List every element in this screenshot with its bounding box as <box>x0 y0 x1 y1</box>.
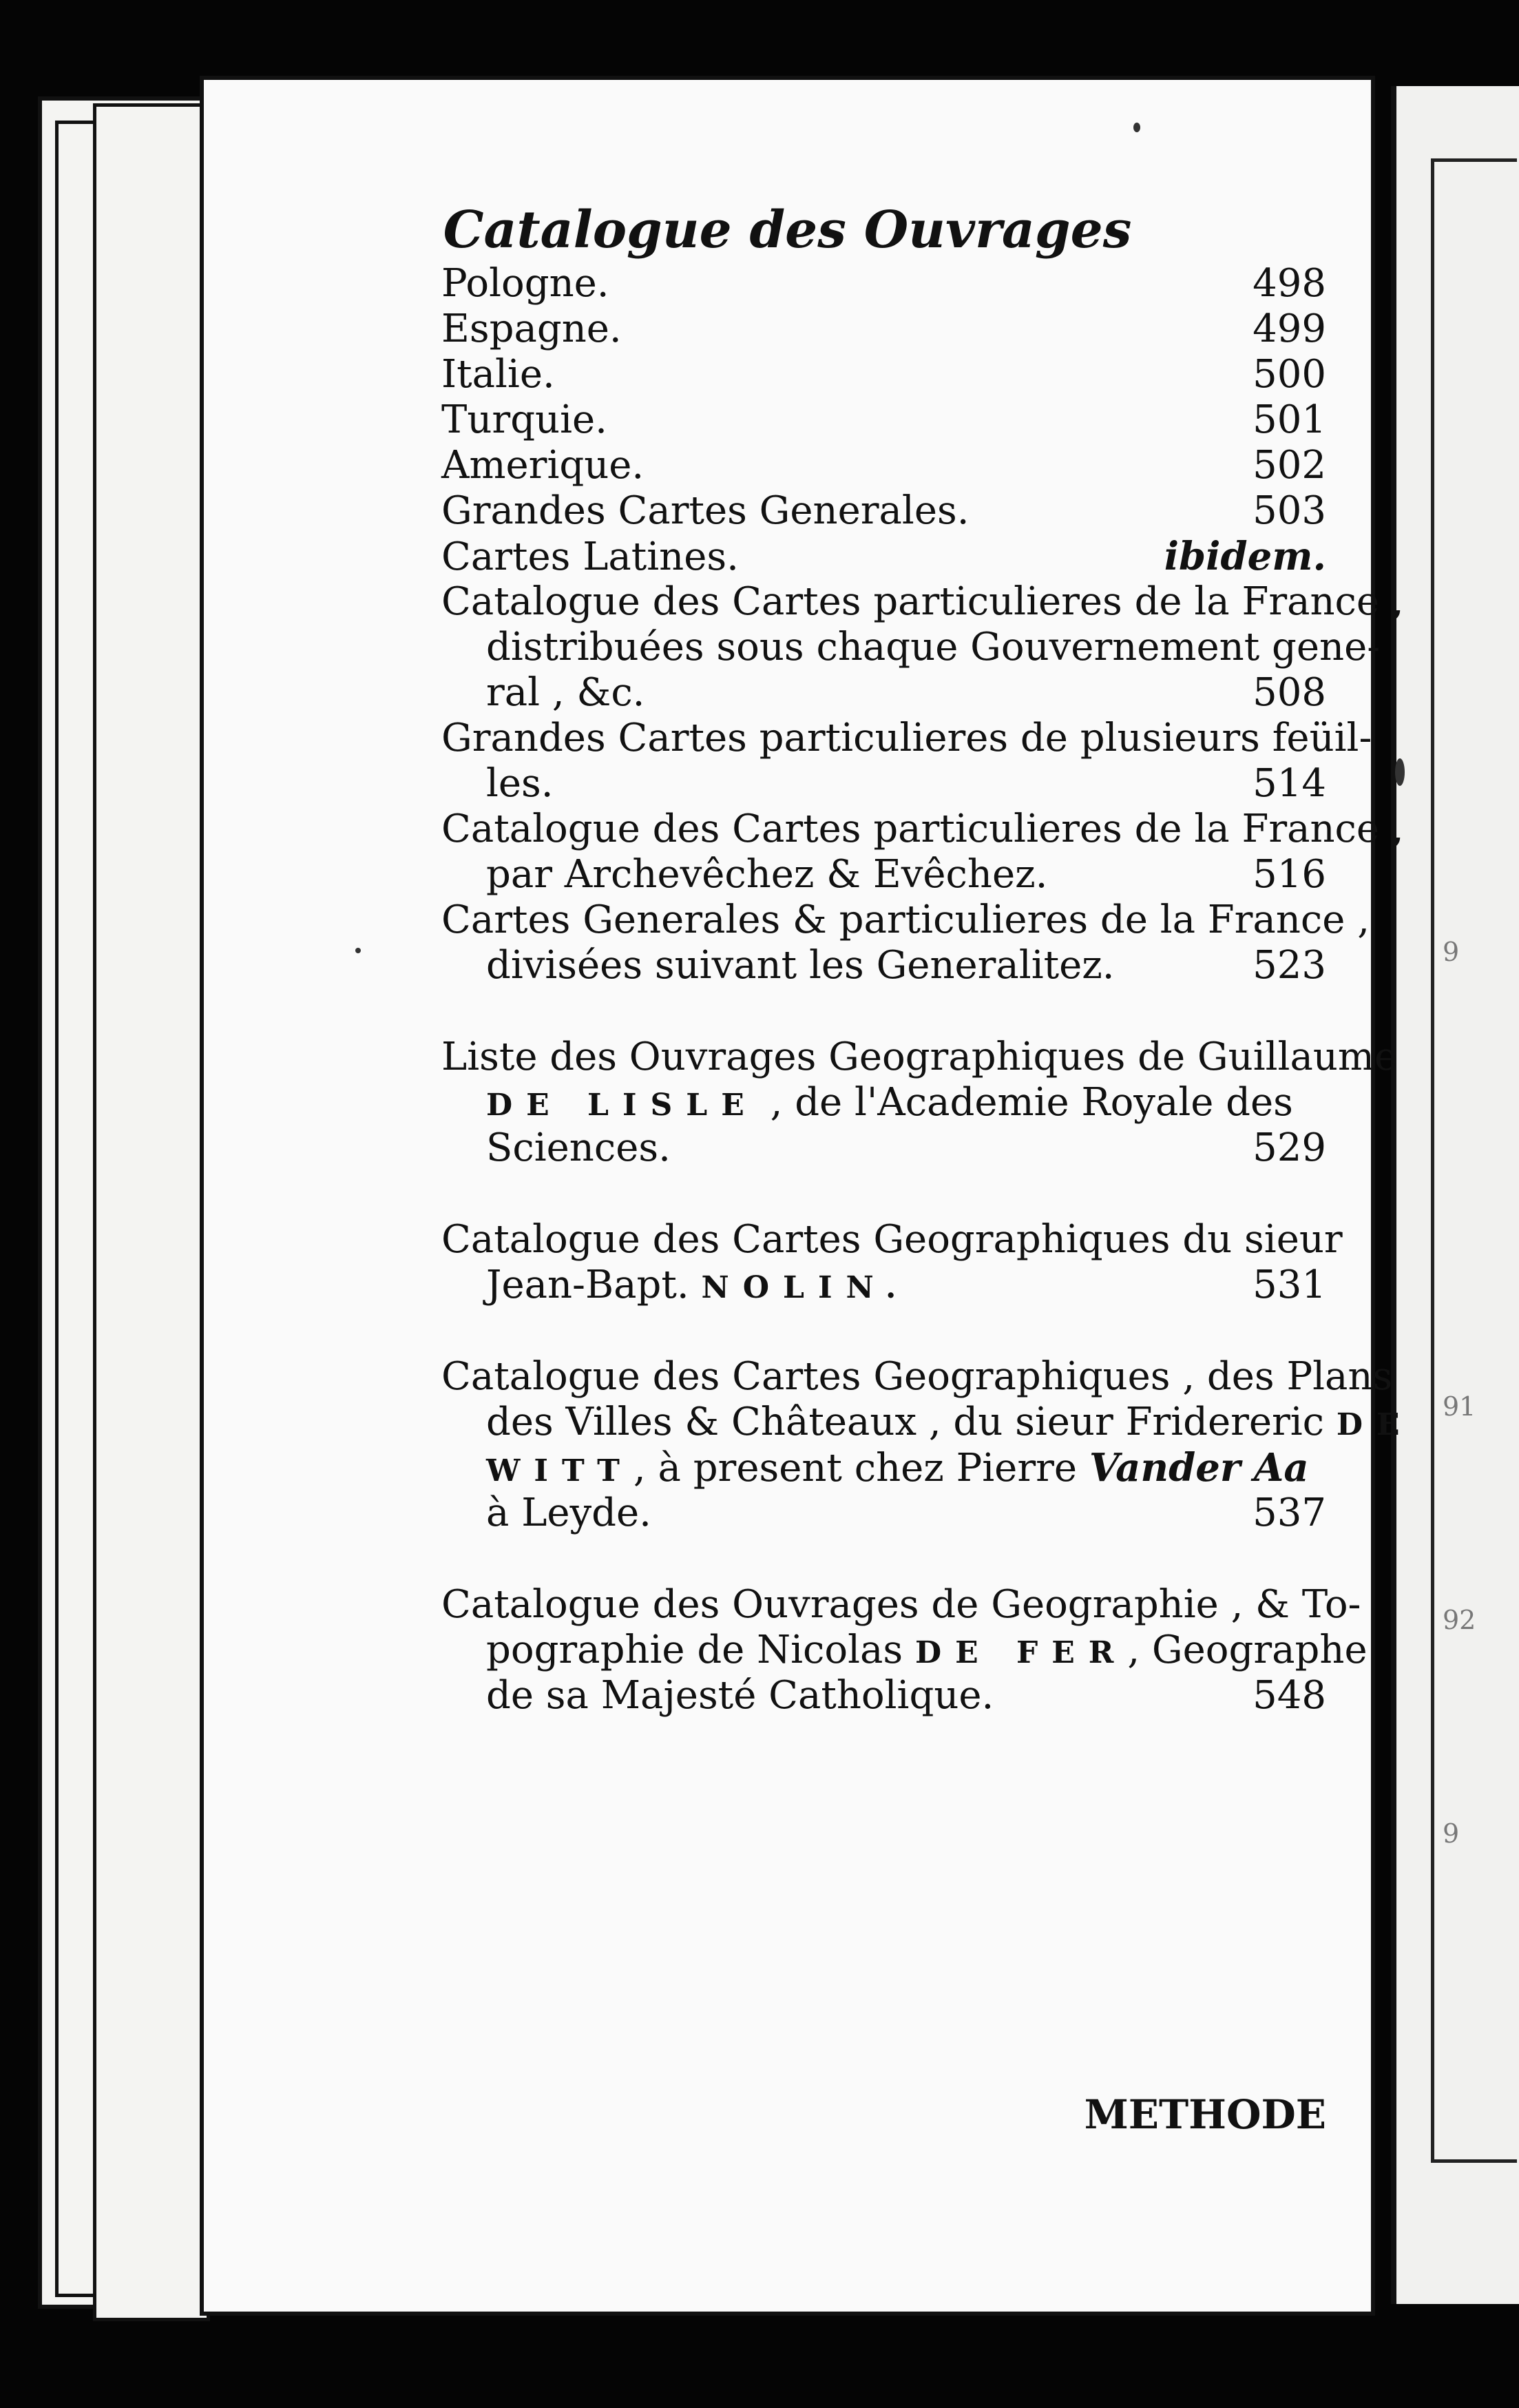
back-leaf <box>93 103 210 2321</box>
toc-entry: Grandes Cartes particulieres de plusieurs feüil- <box>441 716 1372 760</box>
toc-entry: Catalogue des Cartes particulieres de la France , <box>441 807 1404 851</box>
toc-entry-continuation: pographie de Nicolas DE FER, Geographe <box>486 1628 1368 1672</box>
adjacent-page-fragment: 9 <box>1443 1818 1460 1849</box>
toc-entry: Catalogue des Cartes Geographiques du sieur <box>441 1217 1343 1262</box>
toc-entry-continuation: Sciences. 529 <box>486 1125 1326 1170</box>
toc-entry-continuation: les. 514 <box>486 761 1326 806</box>
toc-entry: Grandes Cartes Generales. 503 <box>441 488 1326 533</box>
catchword: METHODE <box>1084 2091 1326 2138</box>
toc-entry: Turquie. 501 <box>441 397 1326 442</box>
toc-entry: Liste des Ouvrages Geographiques de Guillaume <box>441 1035 1398 1079</box>
toc-entry-continuation: par Archevêchez & Evêchez. 516 <box>486 852 1326 897</box>
adjacent-page-fragment: 9 <box>1443 937 1460 967</box>
toc-entry-continuation: DE LISLE , de l'Academie Royale des <box>486 1080 1293 1125</box>
print-fleck <box>1395 758 1405 786</box>
toc-entry: Catalogue des Ouvrages de Geographie , & To- <box>441 1582 1361 1627</box>
page-header: Catalogue des Ouvrages <box>443 200 1132 260</box>
toc-entry-continuation: des Villes & Châteaux , du sieur Fridereric DE <box>486 1400 1414 1444</box>
toc-entry-continuation: à Leyde. 537 <box>486 1491 1326 1535</box>
print-fleck <box>1133 123 1140 132</box>
toc-entry-continuation: WITT, à present chez Pierre Vander Aa <box>486 1445 1309 1491</box>
book-page <box>200 76 1414 2316</box>
toc-entry-continuation: distribuées sous chaque Gouvernement gene- <box>486 625 1381 670</box>
adjacent-page-fragment: 92 <box>1443 1605 1476 1635</box>
toc-entry: Cartes Latines. ibidem. <box>441 534 1326 579</box>
toc-entry-continuation: Jean-Bapt. NOLIN. 531 <box>486 1263 1326 1307</box>
toc-entry: Espagne. 499 <box>441 307 1326 351</box>
toc-entry: Pologne. 498 <box>441 261 1326 306</box>
toc-entry: Catalogue des Cartes particulieres de la France , <box>441 579 1404 624</box>
print-fleck <box>355 948 361 953</box>
adjacent-page-frame <box>1431 158 1517 2163</box>
toc-entry: Catalogue des Cartes Geographiques , des Plans <box>441 1354 1393 1399</box>
toc-entry: Amerique. 502 <box>441 443 1326 488</box>
toc-entry-continuation: de sa Majesté Catholique. 548 <box>486 1673 1326 1718</box>
toc-entry-continuation: ral , &c. 508 <box>486 670 1326 715</box>
toc-entry: Cartes Generales & particulieres de la France , <box>441 897 1370 942</box>
toc-entry: Italie. 500 <box>441 352 1326 397</box>
adjacent-page-fragment: 91 <box>1443 1391 1476 1422</box>
toc-entry-continuation: divisées suivant les Generalitez. 523 <box>486 943 1326 988</box>
